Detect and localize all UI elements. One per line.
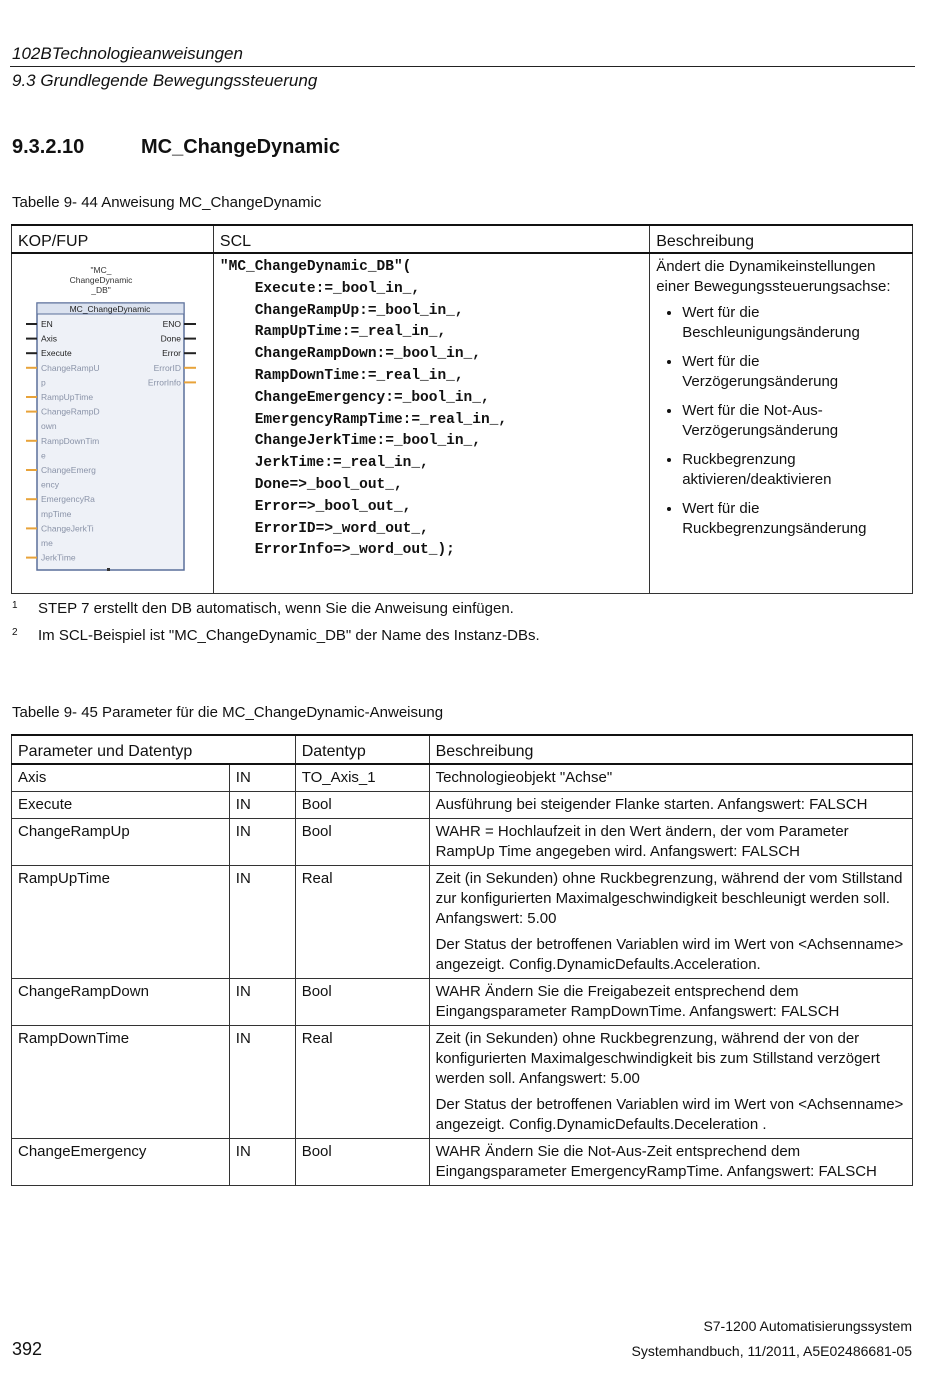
param-name: Execute [12, 792, 230, 819]
table-row [12, 866, 913, 979]
param-type: Bool [295, 819, 429, 866]
fb-input-label: me [41, 538, 53, 548]
param-name: ChangeRampDown [12, 979, 230, 1026]
footnote-text: Im SCL-Beispiel ist "MC_ChangeDynamic_DB" der Name des Instanz-DBs. [38, 627, 540, 644]
fb-input-label: EmergencyRa [41, 494, 95, 505]
fb-input-label: EN [41, 319, 53, 329]
section-title: MC_ChangeDynamic [141, 136, 340, 158]
section-number: 9.3.2.10 [12, 136, 85, 158]
fb-output-label: ErrorInfo [147, 377, 181, 388]
instruction-table [11, 224, 913, 594]
table44-caption: Tabelle 9- 44 Anweisung MC_ChangeDynamic [12, 194, 322, 211]
bullet-item: • Wert für die Verzögerungsänderung [682, 352, 906, 392]
param-name: RampDownTime [12, 1026, 230, 1139]
fb-instance-line-2: ChangeDynamic [69, 275, 133, 285]
param-description [429, 819, 912, 866]
col-header-description: Beschreibung [650, 225, 913, 253]
fb-output-label: Error [162, 348, 181, 359]
function-block-diagram [20, 260, 200, 578]
header-rule [10, 66, 915, 67]
description-bullets [656, 303, 906, 539]
scl-code-cell [213, 253, 649, 594]
param-description-text: Technologieobjekt "Achse" [435, 769, 613, 786]
col-header-parameter: Parameter und Datentyp [12, 735, 296, 764]
param-description [429, 764, 912, 792]
fb-input-label: own [41, 421, 57, 432]
fb-input-label: ChangeJerkTi [41, 523, 94, 534]
param-type: Bool [295, 1139, 429, 1186]
table-row [12, 979, 913, 1026]
table-row [12, 1139, 913, 1186]
fb-output-label: Done [160, 333, 181, 344]
parameter-table [11, 734, 913, 1186]
param-description [429, 1026, 912, 1139]
param-direction: IN [229, 866, 295, 979]
param-type: Real [295, 1026, 429, 1139]
fb-input-label: ency [41, 479, 59, 490]
fb-input-label: p [41, 377, 46, 388]
param-type: Real [295, 866, 429, 979]
fb-input-label: RampDownTim [41, 435, 100, 446]
param-description-text: Zeit (in Sekunden) ohne Ruckbegrenzung, während der von der konfigurierten Maximalgeschwindigkeit bis zum Stillstand verzögert werden soll. Anfangswert: 5.00 [435, 1030, 880, 1087]
fb-input-label: ChangeRampD [41, 406, 100, 417]
fb-expand-handle [107, 568, 110, 571]
fb-input-label: ChangeRampU [41, 362, 100, 373]
fb-input-label: JerkTime [41, 552, 76, 563]
param-description [429, 792, 912, 819]
footnote-text: STEP 7 erstellt den DB automatisch, wenn Sie die Anweisung einfügen. [38, 600, 514, 617]
table-row [12, 819, 913, 866]
param-description [429, 979, 912, 1026]
param-description [429, 866, 912, 979]
param-direction: IN [229, 1139, 295, 1186]
fb-block-name: MC_ChangeDynamic [69, 304, 151, 314]
param-direction: IN [229, 979, 295, 1026]
param-name: Axis [12, 764, 230, 792]
description-intro: Ändert die Dynamikeinstellungen einer Bewegungssteuerungsachse: [656, 258, 891, 295]
fb-diagram-cell [12, 253, 214, 594]
description-cell [650, 253, 913, 594]
param-type: Bool [295, 979, 429, 1026]
param-description-text: WAHR = Hochlaufzeit in den Wert ändern, der vom Parameter RampUp Time angegeben wird. Anfangswert: FALSCH [435, 823, 849, 860]
param-description-text: WAHR Ändern Sie die Freigabezeit entsprechend dem Eingangsparameter RampDownTime. Anfangswert: FALSCH [435, 983, 840, 1020]
param-name: RampUpTime [12, 866, 230, 979]
param-description-text: WAHR Ändern Sie die Not-Aus-Zeit entsprechend dem Eingangsparameter EmergencyRampTime. Anfangswert: FALSCH [435, 1143, 877, 1180]
col-header-kop: KOP/FUP [12, 225, 214, 253]
param-description-status: Der Status der betroffenen Variablen wird im Wert von <Achsenname> angezeigt. Config.DynamicDefaults.Acceleration. [435, 936, 904, 973]
param-description [429, 1139, 912, 1186]
footer-product: S7-1200 Automatisierungssystem [703, 1318, 912, 1334]
bullet-item: • Ruckbegrenzung aktivieren/deaktivieren [682, 450, 906, 490]
param-direction: IN [229, 792, 295, 819]
page-number: 392 [12, 1339, 43, 1359]
bullet-item: • Wert für die Beschleunigungsänderung [682, 303, 906, 343]
table45-caption: Tabelle 9- 45 Parameter für die MC_ChangeDynamic-Anweisung [12, 704, 444, 721]
col-header-description: Beschreibung [429, 735, 912, 764]
param-description-text: Zeit (in Sekunden) ohne Ruckbegrenzung, während der vom Stillstand zur konfigurierten Maximalgeschwindigkeit beschleunigt werden soll. Anfangswert: 5.00 [435, 870, 903, 927]
param-type: Bool [295, 792, 429, 819]
table-row [12, 792, 913, 819]
table-row [12, 764, 913, 792]
fb-input-label: RampUpTime [41, 392, 94, 402]
fb-instance-line-3: _DB" [91, 285, 111, 295]
scl-code: "MC_ChangeDynamic_DB"( Execute:=_bool_in_, ChangeRampUp:=_bool_in_, RampUpTime:=_real_in_, ChangeRampDown:=_bool_in_, RampDownTime:=_real_in_, ChangeEmergency:=_bool_in_, EmergencyRampTime:=_real_in_, ChangeJerkTime:=_bool_in_, JerkTime:=_real_in_, Done=>_bool_out_, Error=>_bool_out_, ErrorID=>_word_out_, ErrorInfo=>_word_out_); [219, 259, 508, 559]
param-description-status: Der Status der betroffenen Variablen wird im Wert von <Achsenname> angezeigt. Config.DynamicDefaults.Deceleration . [435, 1096, 904, 1133]
fb-input-label: Execute [41, 348, 72, 359]
param-direction: IN [229, 764, 295, 792]
fb-input-label: e [41, 450, 46, 461]
running-header-section: 9.3 Grundlegende Bewegungssteuerung [12, 71, 318, 90]
bullet-item: • Wert für die Ruckbegrenzungsänderung [682, 499, 906, 539]
param-direction: IN [229, 1026, 295, 1139]
fb-output-label: ENO [162, 319, 181, 329]
footnote-mark: 2 [12, 627, 18, 638]
param-type: TO_Axis_1 [295, 764, 429, 792]
fb-output-label: ErrorID [153, 362, 181, 373]
col-header-datatype: Datentyp [295, 735, 429, 764]
param-description-text: Ausführung bei steigender Flanke starten. Anfangswert: FALSCH [435, 796, 868, 813]
footer-manual-info: Systemhandbuch, 11/2011, A5E02486681-05 [631, 1343, 912, 1359]
fb-input-label: ChangeEmerg [41, 465, 96, 475]
param-direction: IN [229, 819, 295, 866]
table-row [12, 1026, 913, 1139]
running-header-chapter: 102BTechnologieanweisungen [12, 44, 243, 63]
footnote-mark: 1 [12, 600, 18, 611]
bullet-item: • Wert für die Not-Aus-Verzögerungsänderung [682, 401, 906, 441]
fb-instance-line-1: "MC_ [90, 265, 112, 275]
param-name: ChangeEmergency [12, 1139, 230, 1186]
fb-input-label: mpTime [41, 508, 72, 519]
col-header-scl: SCL [213, 225, 649, 253]
param-name: ChangeRampUp [12, 819, 230, 866]
fb-input-label: Axis [41, 333, 58, 344]
